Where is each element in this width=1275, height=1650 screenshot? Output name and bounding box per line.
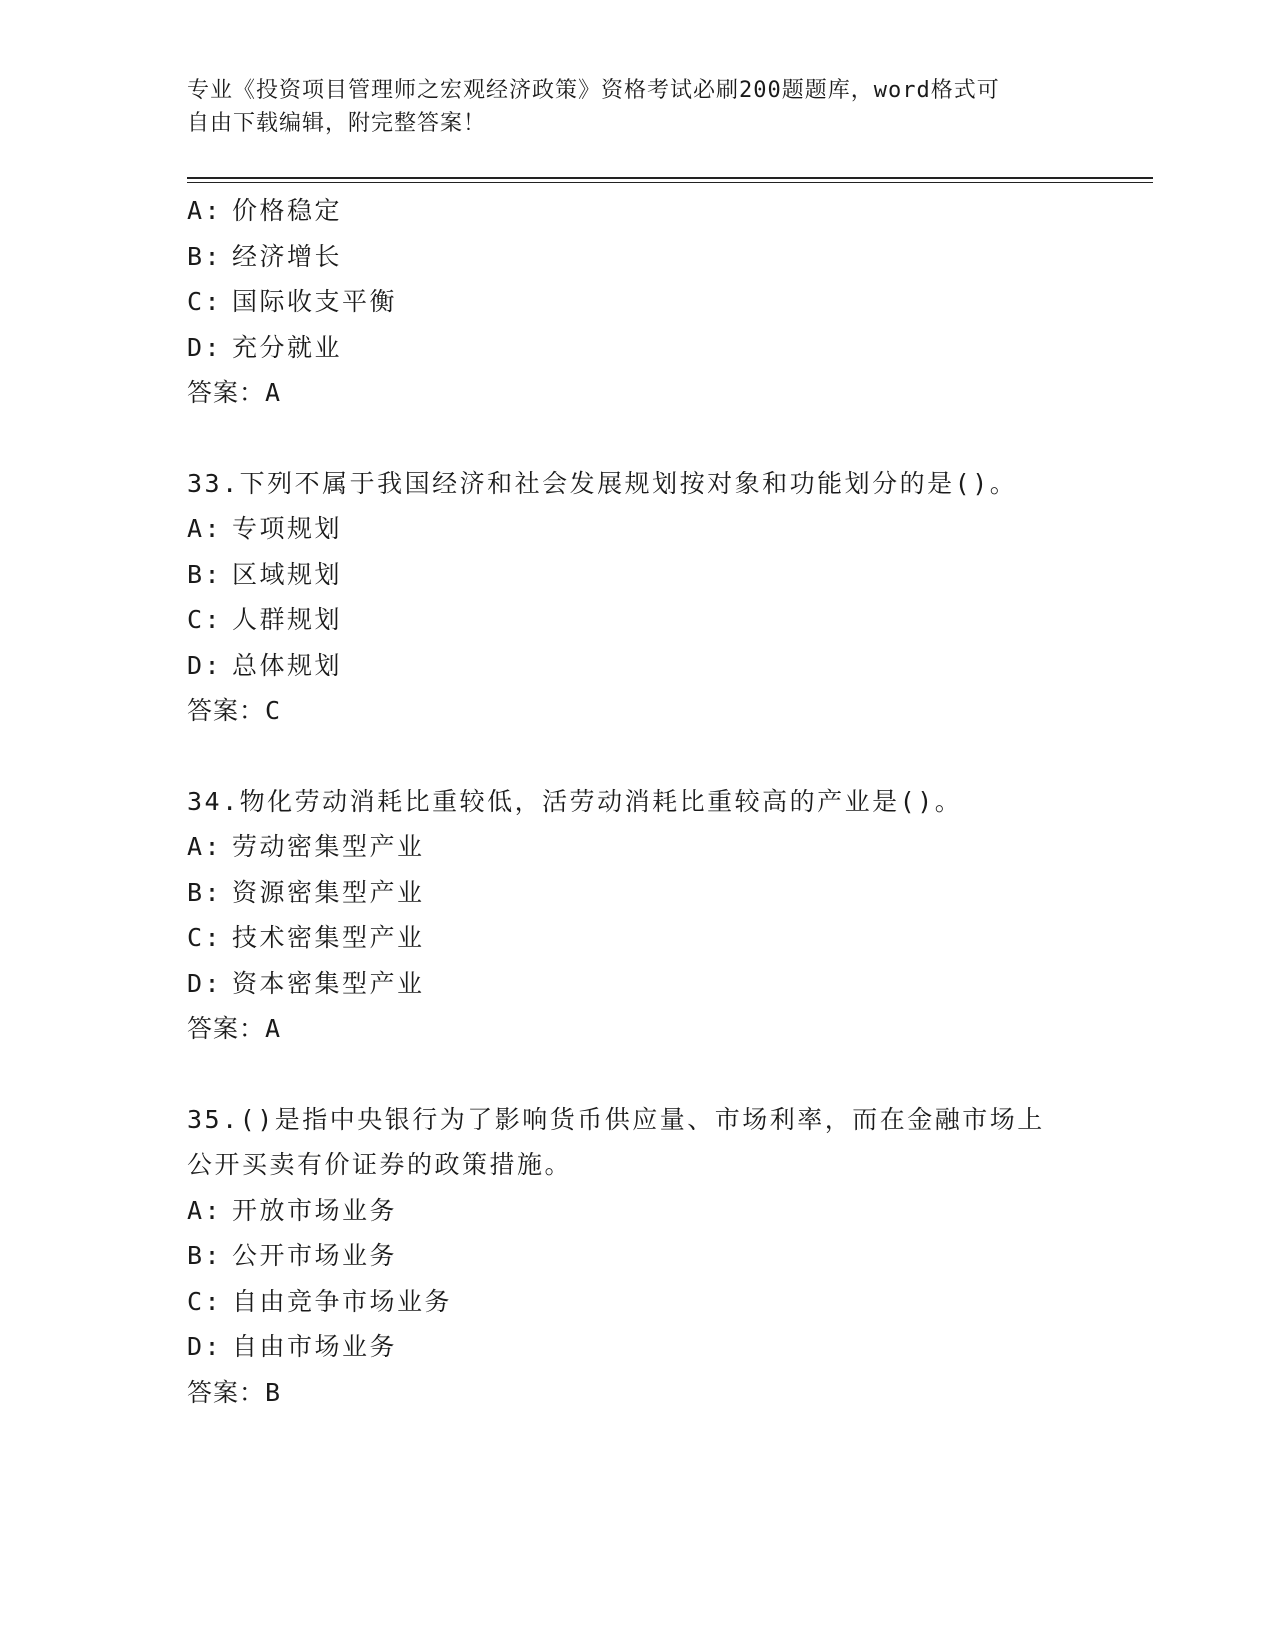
answer-label: 答案： <box>187 1014 266 1043</box>
answer-value: C <box>265 696 282 725</box>
answer-label: 答案： <box>187 1377 266 1407</box>
option-c <box>187 597 1087 643</box>
question-block-32 <box>187 188 1087 416</box>
option-text: 资源密集型产业 <box>232 877 425 907</box>
option-a <box>187 506 1087 552</box>
option-text: 区域规划 <box>232 559 343 589</box>
option-letter: D: <box>187 332 223 362</box>
option-letter: A: <box>187 1195 223 1225</box>
question-block-35 <box>187 1097 1087 1416</box>
option-b <box>187 552 1087 598</box>
option-text: 公开市场业务 <box>232 1241 398 1270</box>
option-text: 充分就业 <box>232 332 343 362</box>
option-letter: C: <box>187 1286 223 1316</box>
option-text: 人群规划 <box>232 605 343 634</box>
option-c <box>187 915 1087 961</box>
option-letter: C: <box>187 923 223 952</box>
option-letter: A: <box>187 832 223 861</box>
option-text: 经济增长 <box>232 241 343 271</box>
option-d <box>187 643 1087 689</box>
option-c <box>187 1279 1087 1325</box>
document-header <box>187 74 1067 140</box>
header-line-1: 专业《投资项目管理师之宏观经济政策》资格考试必刷200题题库，word格式可 <box>187 78 1000 103</box>
block-spacer <box>187 416 1087 461</box>
question-block-33 <box>187 461 1087 734</box>
option-letter: D: <box>187 650 223 680</box>
question-text: 34.物化劳动消耗比重较低，活劳动消耗比重较高的产业是()。 <box>187 786 963 816</box>
answer-value: A <box>265 1014 282 1043</box>
option-letter: B: <box>187 241 223 271</box>
answer-line <box>187 1006 1087 1052</box>
question-text-line-1: 35.()是指中央银行为了影响货币供应量、市场利率，而在金融市场上 <box>187 1104 1045 1134</box>
option-text: 价格稳定 <box>232 196 343 225</box>
option-b <box>187 870 1087 916</box>
option-letter: C: <box>187 605 223 634</box>
option-text: 自由竞争市场业务 <box>232 1286 453 1316</box>
answer-label: 答案： <box>187 378 266 407</box>
header-divider-thin <box>187 182 1153 183</box>
option-text: 国际收支平衡 <box>232 287 398 316</box>
option-a <box>187 1188 1087 1234</box>
option-letter: C: <box>187 287 223 316</box>
header-divider-thick <box>187 177 1153 179</box>
option-text: 自由市场业务 <box>232 1332 398 1361</box>
question-list <box>187 188 1087 1415</box>
option-b <box>187 234 1087 280</box>
option-text: 专项规划 <box>232 514 343 543</box>
header-line-2: 自由下载编辑，附完整答案！ <box>187 111 487 136</box>
answer-value: B <box>265 1377 282 1407</box>
block-spacer <box>187 734 1087 779</box>
option-letter: A: <box>187 514 223 543</box>
option-d <box>187 325 1087 371</box>
question-text: 33.下列不属于我国经济和社会发展规划按对象和功能划分的是()。 <box>187 468 1018 498</box>
option-letter: D: <box>187 968 223 998</box>
option-letter: B: <box>187 559 223 589</box>
option-letter: B: <box>187 1241 223 1270</box>
option-text: 劳动密集型产业 <box>232 832 425 861</box>
option-a <box>187 188 1087 234</box>
option-text: 技术密集型产业 <box>232 923 425 952</box>
option-b <box>187 1233 1087 1279</box>
question-text-line-2: 公开买卖有价证券的政策措施。 <box>187 1150 573 1179</box>
option-d <box>187 1324 1087 1370</box>
answer-line <box>187 370 1087 416</box>
answer-line <box>187 1370 1087 1416</box>
option-a <box>187 824 1087 870</box>
block-spacer <box>187 1052 1087 1097</box>
option-d <box>187 961 1087 1007</box>
option-c <box>187 279 1087 325</box>
option-letter: A: <box>187 196 223 225</box>
option-letter: D: <box>187 1332 223 1361</box>
answer-line <box>187 688 1087 734</box>
option-letter: B: <box>187 877 223 907</box>
question-block-34 <box>187 779 1087 1052</box>
answer-value: A <box>265 378 282 407</box>
answer-label: 答案： <box>187 696 266 725</box>
option-text: 总体规划 <box>232 650 343 680</box>
option-text: 开放市场业务 <box>232 1195 398 1225</box>
option-text: 资本密集型产业 <box>232 968 425 998</box>
